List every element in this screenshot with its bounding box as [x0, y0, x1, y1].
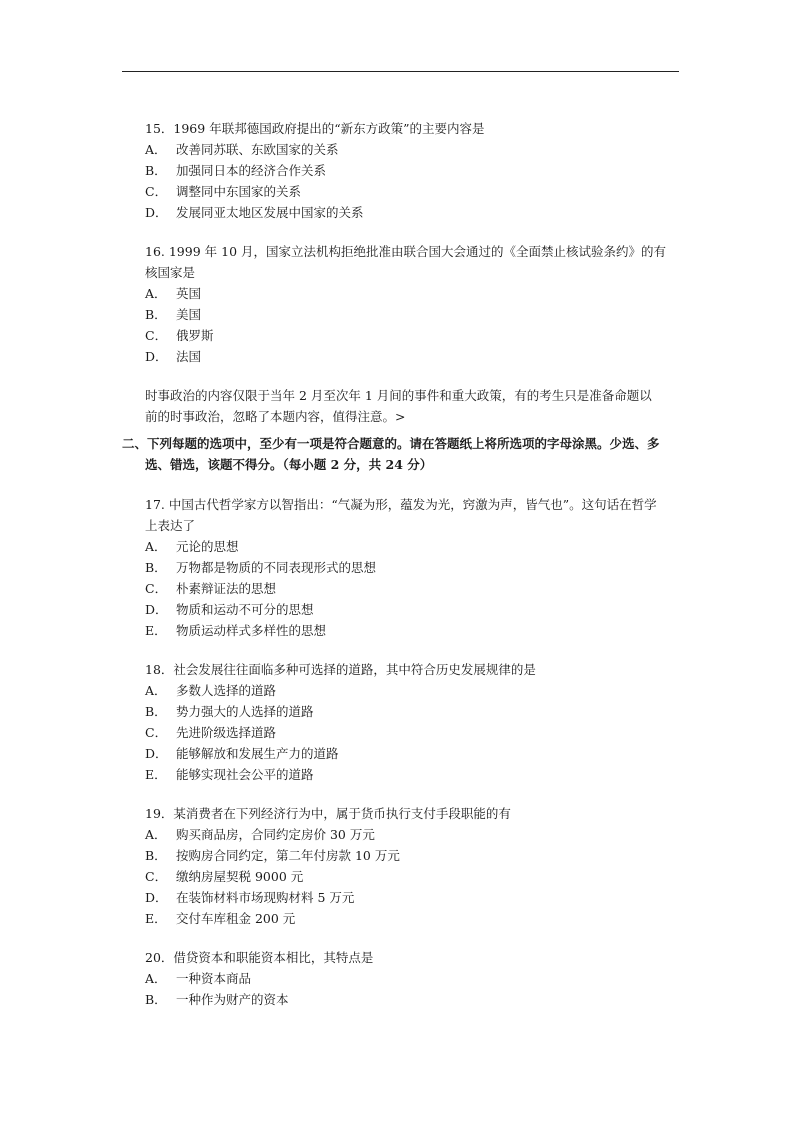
option-letter: A．	[145, 286, 167, 301]
option-b	[145, 845, 685, 866]
option-text: 势力强大的人选择的道路	[176, 704, 314, 719]
option-letter: C．	[145, 328, 168, 343]
option-text: 按购房合同约定，第二年付房款 10 万元	[176, 848, 400, 863]
option-text: 英国	[176, 286, 202, 301]
option-letter: C．	[145, 184, 168, 199]
option-letter: E．	[145, 911, 167, 926]
note-line: 时事政治的内容仅限于当年 2 月至次年 1 月间的事件和重大政策，有的考生只是准备命题以	[145, 388, 652, 403]
option-b	[145, 989, 685, 1010]
question-stem-cont: 核国家是	[145, 265, 196, 280]
option-text: 一种资本商品	[176, 971, 252, 986]
option-b	[145, 557, 685, 578]
option-text: 加强同日本的经济合作关系	[176, 163, 327, 178]
option-letter: D．	[145, 746, 168, 761]
option-d	[145, 599, 685, 620]
note-line: 前的时事政治，忽略了本题内容，值得注意。>	[145, 409, 406, 424]
exam-note	[145, 385, 685, 427]
option-e	[145, 908, 685, 929]
question-17	[145, 494, 685, 641]
option-letter: D．	[145, 205, 168, 220]
option-text: 交付车库租金 200 元	[176, 911, 296, 926]
option-b	[145, 160, 685, 181]
option-letter: E．	[145, 623, 167, 638]
option-c	[145, 578, 685, 599]
question-stem-cont: 上表达了	[145, 518, 196, 533]
option-d	[145, 202, 685, 223]
question-19	[145, 803, 685, 929]
option-letter: C．	[145, 869, 168, 884]
section-heading-line: 二、下列每题的选项中，至少有一项是符合题意的。请在答题纸上将所选项的字母涂黑。少选、多	[122, 436, 660, 451]
option-text: 物质和运动不可分的思想	[176, 602, 314, 617]
option-letter: A．	[145, 971, 167, 986]
section-2-heading	[122, 433, 692, 475]
option-e	[145, 620, 685, 641]
option-a	[145, 536, 685, 557]
question-stem: 17. 中国古代哲学家方以智指出：“气凝为形，蕴发为光，窍激为声，皆气也”。这句话在哲学	[145, 497, 657, 512]
option-c	[145, 866, 685, 887]
option-d	[145, 887, 685, 908]
question-stem: 15．1969 年联邦德国政府提出的“新东方政策”的主要内容是	[145, 121, 485, 136]
option-d	[145, 743, 685, 764]
option-d	[145, 346, 685, 367]
option-text: 多数人选择的道路	[176, 683, 277, 698]
option-letter: A．	[145, 142, 167, 157]
option-a	[145, 968, 685, 989]
option-letter: A．	[145, 827, 167, 842]
option-text: 缴纳房屋契税 9000 元	[176, 869, 304, 884]
option-letter: B．	[145, 848, 167, 863]
question-20	[145, 947, 685, 1010]
option-text: 朴素辩证法的思想	[176, 581, 277, 596]
option-letter: D．	[145, 602, 168, 617]
option-a	[145, 283, 685, 304]
question-stem: 19．某消费者在下列经济行为中，属于货币执行支付手段职能的有	[145, 806, 511, 821]
option-letter: E．	[145, 767, 167, 782]
option-letter: B．	[145, 163, 167, 178]
section-heading-line: 选、错选，该题不得分。（每小题 2 分，共 24 分）	[145, 457, 433, 472]
option-a	[145, 139, 685, 160]
option-letter: D．	[145, 890, 168, 905]
header-rule	[122, 71, 679, 72]
option-text: 改善同苏联、东欧国家的关系	[176, 142, 339, 157]
option-letter: A．	[145, 683, 167, 698]
option-text: 物质运动样式多样性的思想	[176, 623, 327, 638]
question-18	[145, 659, 685, 785]
option-c	[145, 181, 685, 202]
option-c	[145, 325, 685, 346]
option-letter: B．	[145, 704, 167, 719]
option-text: 万物都是物质的不同表现形式的思想	[176, 560, 377, 575]
option-text: 法国	[176, 349, 202, 364]
question-stem: 18．社会发展往往面临多种可选择的道路，其中符合历史发展规律的是	[145, 662, 536, 677]
option-a	[145, 680, 685, 701]
option-letter: C．	[145, 581, 168, 596]
option-c	[145, 722, 685, 743]
exam-content-2	[145, 494, 685, 1010]
option-letter: B．	[145, 307, 167, 322]
question-stem: 20．借贷资本和职能资本相比，其特点是	[145, 950, 374, 965]
option-b	[145, 304, 685, 325]
option-text: 先进阶级选择道路	[176, 725, 277, 740]
option-e	[145, 764, 685, 785]
option-text: 调整同中东国家的关系	[176, 184, 302, 199]
option-text: 购买商品房，合同约定房价 30 万元	[176, 827, 375, 842]
option-b	[145, 701, 685, 722]
option-text: 美国	[176, 307, 202, 322]
option-text: 能够实现社会公平的道路	[176, 767, 314, 782]
option-text: 一种作为财产的资本	[176, 992, 289, 1007]
question-stem: 16. 1999 年 10 月，国家立法机构拒绝批准由联合国大会通过的《全面禁止核试验条约》的有	[145, 244, 666, 259]
option-text: 发展同亚太地区发展中国家的关系	[176, 205, 364, 220]
option-text: 在装饰材料市场现购材料 5 万元	[176, 890, 355, 905]
option-letter: A．	[145, 539, 167, 554]
option-a	[145, 824, 685, 845]
option-text: 能够解放和发展生产力的道路	[176, 746, 339, 761]
question-16	[145, 241, 685, 367]
option-letter: D．	[145, 349, 168, 364]
option-text: 俄罗斯	[176, 328, 214, 343]
option-letter: B．	[145, 992, 167, 1007]
option-letter: B．	[145, 560, 167, 575]
question-15	[145, 118, 685, 223]
exam-content	[145, 118, 685, 427]
option-text: 元论的思想	[176, 539, 239, 554]
option-letter: C．	[145, 725, 168, 740]
